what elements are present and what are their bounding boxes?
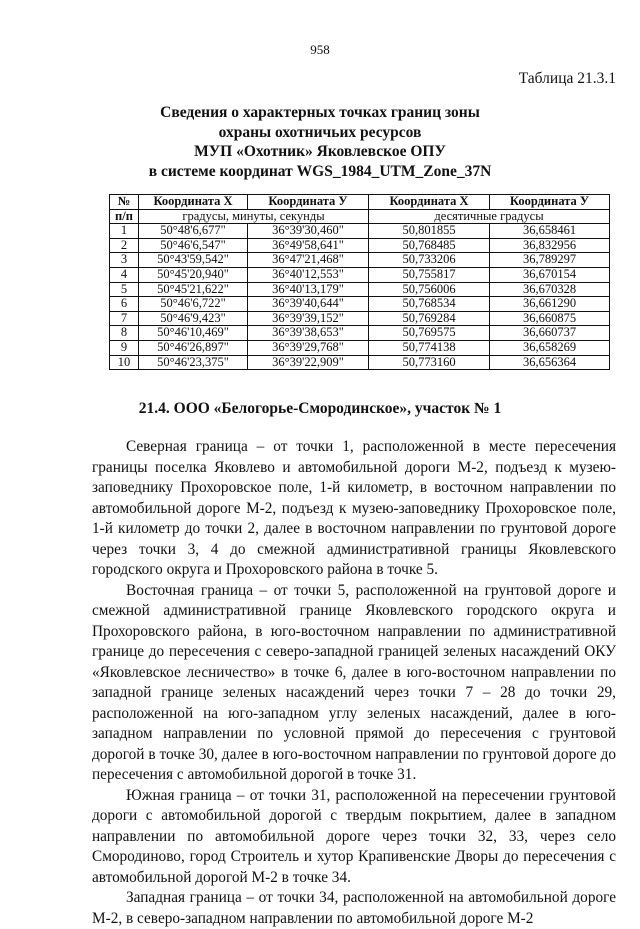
cell-y-dms: 36°39'29,768" (248, 340, 369, 355)
table-header-row (110, 195, 610, 210)
heading-line-3: МУП «Охотник» Яковлевское ОПУ (194, 143, 446, 160)
cell-num: 3 (110, 253, 139, 268)
cell-y-dec: 36,660737 (490, 326, 610, 341)
cell-y-dms: 36°39'38,653" (248, 326, 369, 341)
cell-x-dec: 50,733206 (369, 253, 490, 268)
cell-x-dec: 50,768485 (369, 238, 490, 253)
table-row (110, 282, 610, 297)
cell-num: 1 (110, 224, 139, 239)
paragraph-east: Восточная граница – от точки 5, расположенной на грунтовой дороге и смежной административной границе Яковлевского городского округа и Прохоровского района, в юго-восточном направлении по административной границе до пересечения с северо-западной границей зеленых насаждений ОКУ «Яковлевское лесничество» в точке 6, далее в юго-восточном направлении по западной границе зеленых насаждений через точки 7 – 28 до точки 29, расположенной на юго-западном углу зеленых насаждений, далее в юго-западном направлении по условной прямой до пересечения с грунтовой дорогой в точке 30, далее в юго-восточном направлении по грунтовой дороге до пересечения с автомобильной дорогой в точке 31. (92, 581, 616, 783)
paragraph-north: Северная граница – от точки 1, расположенной в месте пересечения границы поселка Яковлево и автомобильной дороги М-2, подъезд к музею-заповеднику Прохоровское поле, 1-й километр, в восточном направлении по автомобильной дороге М-2, подъезд к музею-заповеднику Прохоровское поле, 1-й километр до точки 2, далее в восточном направлении по грунтовой дороге через точки 3, 4 до смежной административной границы Яковлевского городского округа и Прохоровского района в точке 5. (92, 438, 616, 578)
cell-y-dec: 36,832956 (490, 238, 610, 253)
cell-num: 4 (110, 267, 139, 282)
paragraph-west: Западная граница – от точки 34, расположенной на автомобильной дороге М-2, в северо-западном направлении по автомобильной дороге М-2 (92, 889, 616, 927)
section-title: 21.4. ООО «Белогорье-Смородинское», участок № 1 (138, 400, 502, 417)
header-y-dms: Координата У (248, 195, 369, 210)
cell-num: 5 (110, 282, 139, 297)
cell-y-dec: 36,658269 (490, 340, 610, 355)
cell-x-dms: 50°46'26,897" (139, 340, 248, 355)
cell-y-dms: 36°47'21,468" (248, 253, 369, 268)
cell-y-dms: 36°39'40,644" (248, 297, 369, 312)
cell-x-dms: 50°48'6,677" (139, 224, 248, 239)
header-y-dec: Координата У (490, 195, 610, 210)
body-text (92, 437, 616, 929)
cell-y-dec: 36,656364 (490, 355, 610, 370)
cell-y-dec: 36,660875 (490, 311, 610, 326)
heading-line-1: Сведения о характерных точках границ зоны (160, 104, 480, 121)
header-num: № (110, 195, 139, 210)
cell-y-dms: 36°40'12,553" (248, 267, 369, 282)
paragraph-south: Южная граница – от точки 31, расположенной на пересечении грунтовой дороги с автомобильной дорогой с твердым покрытием, далее в западном направлении по автомобильной дороге через точки 32, 33, через село Смородиново, город Строитель и хутор Крапивенские Дворы до пересечения с автомобильной дорогой М-2 в точке 34. (92, 786, 616, 886)
cell-y-dec: 36,670154 (490, 267, 610, 282)
table-row (110, 297, 610, 312)
cell-x-dms: 50°46'9,423" (139, 311, 248, 326)
heading-line-4: в системе координат WGS_1984_UTM_Zone_37N (148, 162, 492, 180)
cell-num: 10 (110, 355, 139, 370)
cell-x-dec: 50,774138 (369, 340, 490, 355)
cell-x-dec: 50,801855 (369, 224, 490, 239)
header-x-dms: Координата X (139, 195, 248, 210)
cell-y-dms: 36°39'30,460" (248, 224, 369, 239)
cell-x-dec: 50,773160 (369, 355, 490, 370)
table-row (110, 355, 610, 370)
table-row (110, 326, 610, 341)
cell-y-dms: 36°49'58,641" (248, 238, 369, 253)
cell-y-dec: 36,658461 (490, 224, 610, 239)
cell-num: 6 (110, 297, 139, 312)
cell-num: 8 (110, 326, 139, 341)
cell-x-dms: 50°43'59,542" (139, 253, 248, 268)
cell-x-dms: 50°46'6,547" (139, 238, 248, 253)
cell-x-dms: 50°46'6,722" (139, 297, 248, 312)
cell-num: 9 (110, 340, 139, 355)
table-row (110, 253, 610, 268)
header-x-dec: Координата X (369, 195, 490, 210)
header-num-pp: п/п (110, 209, 139, 224)
heading-line-2: охраны охотничьих ресурсов (218, 123, 422, 141)
table-heading (0, 103, 640, 181)
table-body (110, 224, 610, 370)
cell-y-dms: 36°40'13,179" (248, 282, 369, 297)
cell-x-dms: 50°46'23,375" (139, 355, 248, 370)
table-label: Таблица 21.3.1 (518, 70, 616, 87)
table-row (110, 238, 610, 253)
cell-num: 2 (110, 238, 139, 253)
cell-x-dms: 50°45'21,622" (139, 282, 248, 297)
cell-y-dms: 36°39'22,909" (248, 355, 369, 370)
cell-x-dec: 50,769284 (369, 311, 490, 326)
cell-num: 7 (110, 311, 139, 326)
cell-x-dec: 50,756006 (369, 282, 490, 297)
table-units-row (110, 209, 610, 224)
cell-y-dec: 36,670328 (490, 282, 610, 297)
table-row (110, 311, 610, 326)
header-dec-units: десятичные градусы (369, 209, 610, 224)
cell-y-dec: 36,789297 (490, 253, 610, 268)
cell-x-dec: 50,769575 (369, 326, 490, 341)
coordinates-table (109, 194, 610, 370)
table-row (110, 224, 610, 239)
table-row (110, 340, 610, 355)
table-row (110, 267, 610, 282)
cell-x-dms: 50°45'20,940" (139, 267, 248, 282)
cell-y-dms: 36°39'39,152" (248, 311, 369, 326)
header-dms-units: градусы, минуты, секунды (139, 209, 369, 224)
cell-x-dms: 50°46'10,469" (139, 326, 248, 341)
cell-x-dec: 50,768534 (369, 297, 490, 312)
cell-x-dec: 50,755817 (369, 267, 490, 282)
page-number: 958 (310, 42, 330, 57)
cell-y-dec: 36,661290 (490, 297, 610, 312)
